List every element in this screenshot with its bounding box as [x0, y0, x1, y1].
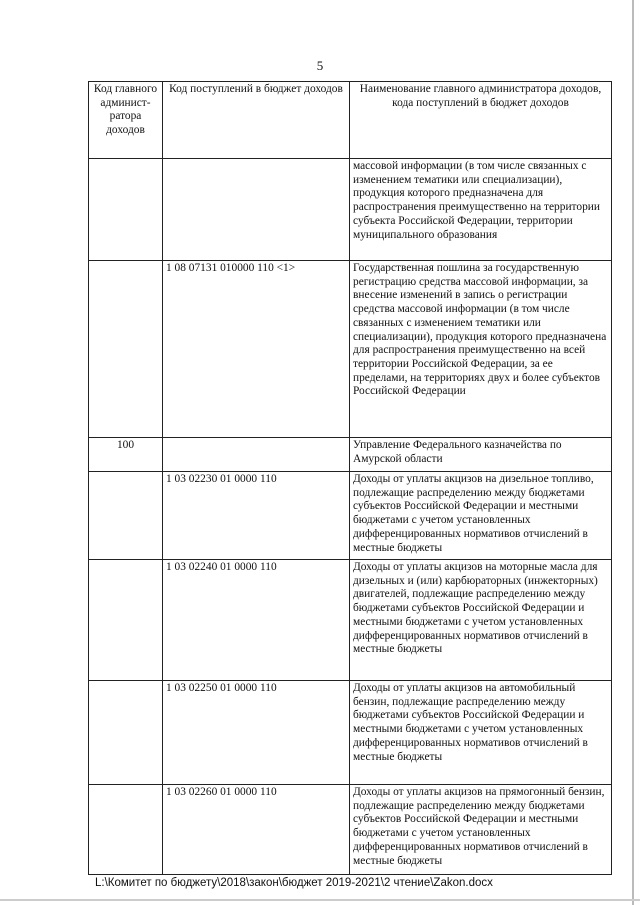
cell-admin	[89, 785, 163, 875]
cell-name: Доходы от уплаты акцизов на автомобильный бензин, подлежащие распределению между бюджетами субъектов Российской Федерации и местными бюджетами с учетом установленных дифференцированных нормативов отчислений в местные бюджеты	[350, 681, 612, 785]
scan-edge-bottom	[0, 899, 640, 901]
cell-code: 1 03 02260 01 0000 110	[163, 785, 350, 875]
cell-code	[163, 438, 350, 472]
cell-name: Доходы от уплаты акцизов на дизельное топливо, подлежащие распределению между бюджетами субъектов Российской Федерации и местными бюджетами с учетом установленных дифференцированных нормативов отчислений в местные бюджеты	[350, 472, 612, 560]
cell-name: Государственная пошлина за государственную регистрацию средства массовой информации, за внесение изменений в запись о регистрации средства массовой информации (в том числе связанных с изменением тематики или специализации), продукция которого предназначена для распространения преимущественно на всей территории Российской Федерации, за ее пределами, на территориях двух и более субъектов Российской Федерации	[350, 261, 612, 438]
file-path-footer: L:\Комитет по бюджету\2018\закон\бюджет 2019-2021\2 чтение\Zakon.docx	[95, 877, 493, 889]
table-row	[89, 785, 612, 875]
cell-name: Доходы от уплаты акцизов на моторные масла для дизельных и (или) карбюраторных (инжекторных) двигателей, подлежащие распределению между бюджетами субъектов Российской Федерации и местными бюджетами с учетом установленных дифференцированных нормативов отчислений в местные бюджеты	[350, 560, 612, 681]
cell-admin	[89, 681, 163, 785]
cell-admin	[89, 261, 163, 438]
page-number: 5	[316, 58, 324, 73]
table-row	[89, 472, 612, 560]
cell-code: 1 03 02240 01 0000 110	[163, 560, 350, 681]
cell-admin	[89, 472, 163, 560]
cell-code: 1 03 02230 01 0000 110	[163, 472, 350, 560]
cell-code: 1 03 02250 01 0000 110	[163, 681, 350, 785]
table-row	[89, 261, 612, 438]
table-row	[89, 438, 612, 472]
table-row	[89, 681, 612, 785]
cell-admin: 100	[89, 438, 163, 472]
cell-name: Доходы от уплаты акцизов на прямогонный бензин, подлежащие распределению между бюджетами субъектов Российской Федерации и местными бюджетами с учетом установленных дифференцированных нормативов отчислений в местные бюджеты	[350, 785, 612, 875]
cell-name: Управление Федерального казначейства по Амурской области	[350, 438, 612, 472]
revenue-codes-table	[88, 81, 612, 875]
table-row	[89, 159, 612, 261]
cell-code	[163, 159, 350, 261]
header-name: Наименование главного администратора доходов, кода поступлений в бюджет доходов	[350, 82, 612, 159]
cell-code: 1 08 07131 010000 110 <1>	[163, 261, 350, 438]
header-revenue-code: Код поступлений в бюджет доходов	[163, 82, 350, 159]
scan-edge-right	[632, 0, 634, 905]
header-admin-code: Код главного админист-ратора доходов	[89, 82, 163, 159]
cell-admin	[89, 560, 163, 681]
table-header-row	[89, 82, 612, 159]
cell-name: массовой информации (в том числе связанных с изменением тематики или специализации), продукция которого предназначена для распространения преимущественно на территории субъекта Российской Федерации, территории муниципального образования	[350, 159, 612, 261]
table-row	[89, 560, 612, 681]
cell-admin	[89, 159, 163, 261]
